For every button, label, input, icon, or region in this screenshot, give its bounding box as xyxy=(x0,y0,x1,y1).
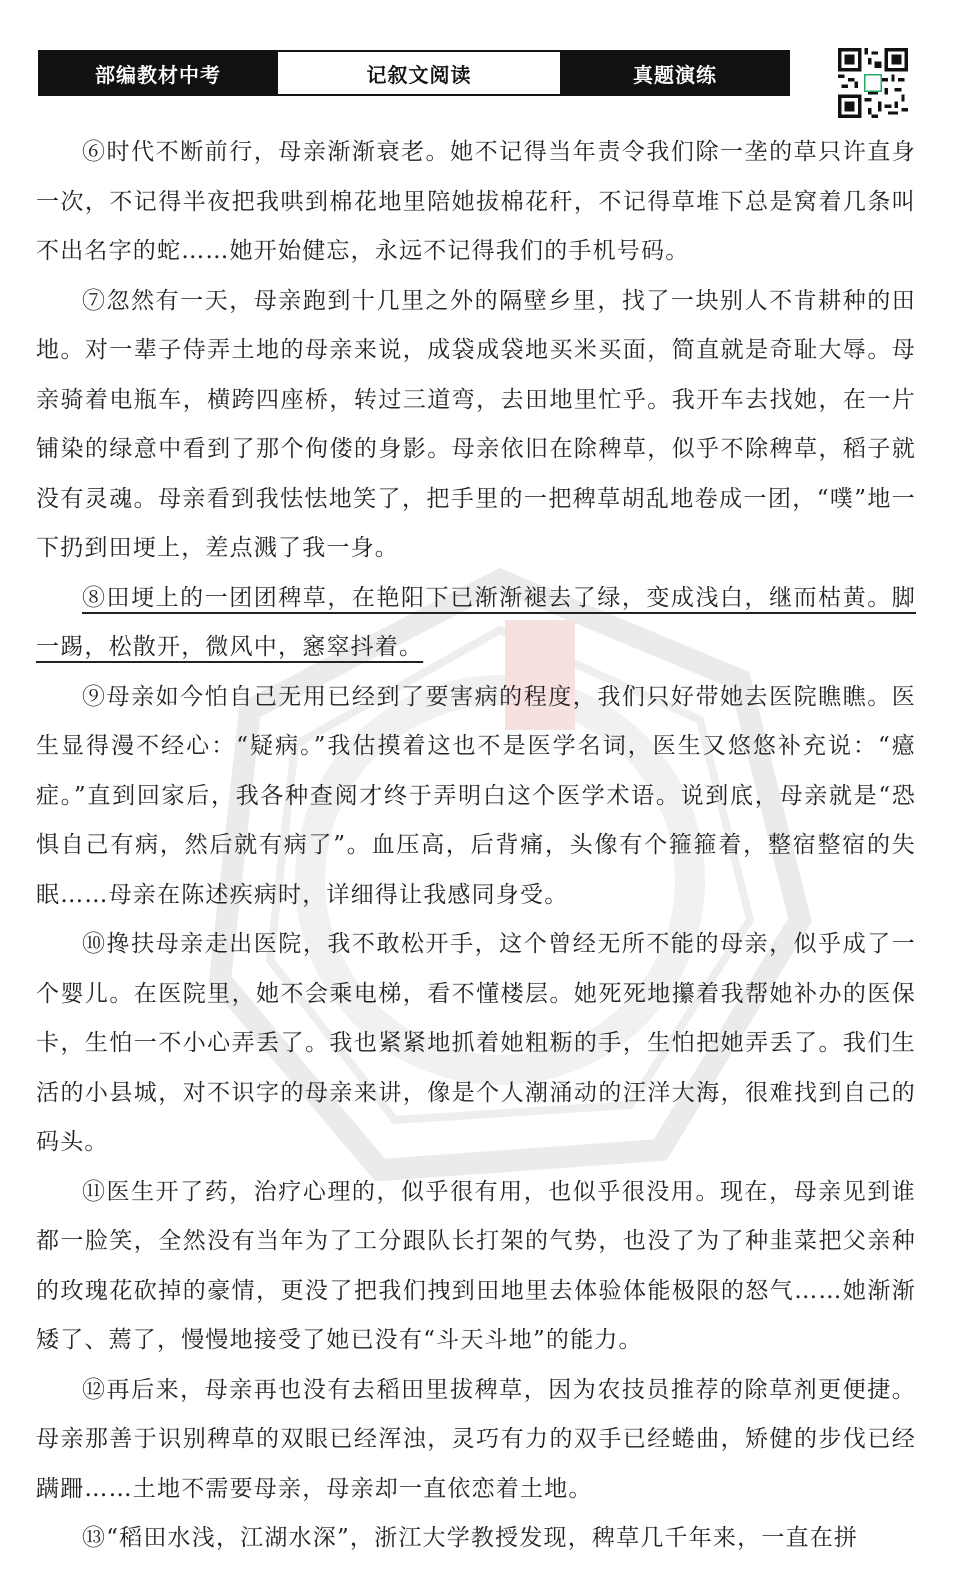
paragraph-12: ⑫再后来，母亲再也没有去稻田里拔稗草，因为农技员推荐的除草剂更便捷。母亲那善于识别稗草的双眼已经浑浊，灵巧有力的双手已经蜷曲，矫健的步伐已经蹒跚……土地不需要母亲，母亲却一直依恋着土地。 xyxy=(36,1376,916,1502)
header-left-label: 部编教材中考 xyxy=(40,52,276,94)
paragraph-6: ⑥时代不断前行，母亲渐渐衰老。她不记得当年责令我们除一垄的草只许直身一次，不记得半夜把我哄到棉花地里陪她拔棉花秆，不记得草堆下总是窝着几条叫不出名字的蛇……她开始健忘，永远不记得我们的手机号码。 xyxy=(36,139,916,264)
paragraph-7: ⑦忽然有一天，母亲跑到十几里之外的隔壁乡里，找了一块别人不肯耕种的田地。对一辈子侍弄土地的母亲来说，成袋成袋地买米买面，简直就是奇耻大辱。母亲骑着电瓶车，横跨四座桥，转过三道弯，去田地里忙乎。我开车去找她，在一片铺染的绿意中看到了那个佝偻的身影。母亲依旧在除稗草，似乎不除稗草，稻子就没有灵魂。母亲看到我怯怯地笑了，把手里的一把稗草胡乱地卷成一团，“噗”地一下扔到田埂上，差点溅了我一身。 xyxy=(36,287,916,561)
header-center-label: 记叙文阅读 xyxy=(276,52,562,94)
paragraph-11: ⑪医生开了药，治疗心理的，似乎很有用，也似乎很没用。现在，母亲见到谁都一脸笑，全然没有当年为了工分跟队长打架的气势，也没了为了种韭菜把父亲种的玫瑰花砍掉的豪情，更没了把我们拽到田地里去体验体能极限的怒气……她渐渐矮了、蔫了，慢慢地接受了她已没有“斗天斗地”的能力。 xyxy=(36,1178,916,1353)
paragraph-8-underlined: ⑧田埂上的一团团稗草，在艳阳下已渐渐褪去了绿，变成浅白，继而枯黄。脚一踢，松散开，微风中，窸窣抖着。 xyxy=(36,584,916,660)
paragraph-10: ⑩搀扶母亲走出医院，我不敢松开手，这个曾经无所不能的母亲，似乎成了一个婴儿。在医院里，她不会乘电梯，看不懂楼层。她死死地攥着我帮她补办的医保卡，生怕一不小心弄丢了。我也紧紧地抓着她粗粝的手，生怕把她弄丢了。我们生活的小县城，对不识字的母亲来讲，像是个人潮涌动的汪洋大海，很难找到自己的码头。 xyxy=(36,931,916,1155)
paragraph-13: ⑬“稻田水浅，江湖水深”，浙江大学教授发现，稗草几千年来，一直在拼 xyxy=(82,1525,859,1551)
header-bar xyxy=(38,50,790,96)
qr-code-icon xyxy=(838,48,908,118)
header-right-label: 真题演练 xyxy=(562,52,788,94)
paragraph-9: ⑨母亲如今怕自己无用已经到了要害病的程度，我们只好带她去医院瞧瞧。医生显得漫不经心：“疑病。”我估摸着这也不是医学名词，医生又悠悠补充说：“癔症。”直到回家后，我各种查阅才终于弄明白这个医学术语。说到底，母亲就是“恐惧自己有病，然后就有病了”。血压高，后背痛，头像有个箍箍着，整宿整宿的失眠……母亲在陈述疾病时，详细得让我感同身受。 xyxy=(36,683,916,908)
article-body xyxy=(36,128,916,1564)
